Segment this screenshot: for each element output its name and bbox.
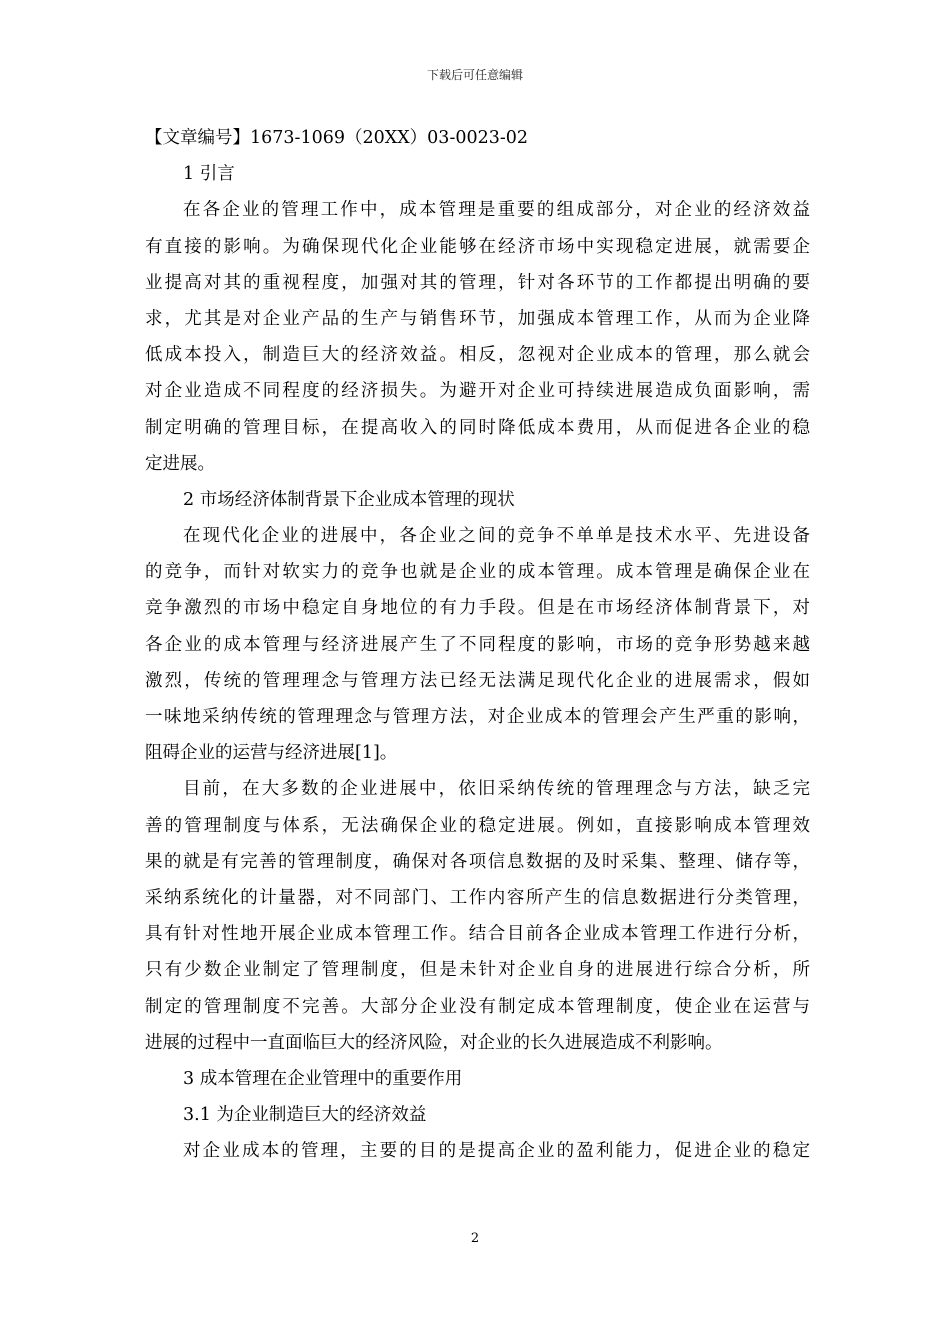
paragraph-line: 求，尤其是对企业产品的生产与销售环节，加强成本管理工作，从而为企业降 [145,308,810,329]
section-heading-3: 3 成本管理在企业管理中的重要作用 [183,1068,463,1089]
paragraph-line: 的竞争，而针对软实力的竞争也就是企业的成本管理。成本管理是确保企业在 [145,562,810,583]
paragraph-line: 有直接的影响。为确保现代化企业能够在经济市场中实现稳定进展，就需要企 [145,236,810,257]
paragraph-line: 一味地采纳传统的管理理念与管理方法，对企业成本的管理会产生严重的影响， [145,707,810,727]
section-heading-1: 1 引言 [183,164,235,185]
paragraph-line: 采纳系统化的计量器，对不同部门、工作内容所产生的信息数据进行分类管理， [145,887,810,908]
paragraph-line: 果的就是有完善的管理制度，确保对各项信息数据的及时采集、整理、储存等， [145,851,810,872]
paragraph-line: 在现代化企业的进展中，各企业之间的竞争不单单是技术水平、先进设备 [183,526,810,547]
paragraph-line: 低成本投入，制造巨大的经济效益。相反，忽视对企业成本的管理，那么就会 [145,345,810,366]
paragraph-line: 各企业的成本管理与经济进展产生了不同程度的影响，市场的竞争形势越来越 [145,634,810,655]
page-number: 2 [470,1231,480,1246]
paragraph-line: 在各企业的管理工作中，成本管理是重要的组成部分，对企业的经济效益 [183,200,810,221]
article-number-line: 【文章编号】1673-1069（20XX）03-0023-02 [145,128,529,148]
subsection-heading-3-1: 3.1 为企业制造巨大的经济效益 [183,1105,427,1126]
paragraph-line: 进展的过程中一直面临巨大的经济风险，对企业的长久进展造成不利影响。 [145,1032,723,1053]
paragraph-line: 对企业造成不同程度的经济损失。为避开对企业可持续进展造成负面影响，需 [145,381,810,402]
paragraph-line: 阻碍企业的运营与经济进展[1]。 [145,743,398,764]
section-heading-2: 2 市场经济体制背景下企业成本管理的现状 [183,489,515,510]
paragraph-line: 定进展。 [145,453,215,474]
page-header: 下载后可任意编辑 [426,68,523,82]
paragraph-line: 只有少数企业制定了管理制度，但是未针对企业自身的进展进行综合分析，所 [145,960,810,981]
paragraph-line: 对企业成本的管理，主要的目的是提高企业的盈利能力，促进企业的稳定 [183,1141,810,1162]
document-body [145,120,810,1169]
paragraph-line: 激烈，传统的管理理念与管理方法已经无法满足现代化企业的进展需求，假如 [145,670,810,691]
paragraph-line: 制定的管理制度不完善。大部分企业没有制定成本管理制度，使企业在运营与 [145,996,810,1017]
paragraph-line: 业提高对其的重视程度，加强对其的管理，针对各环节的工作都提出明确的要 [145,272,810,293]
paragraph-line: 竞争激烈的市场中稳定自身地位的有力手段。但是在市场经济体制背景下，对 [145,598,810,619]
paragraph-line: 具有针对性地开展企业成本管理工作。结合目前各企业成本管理工作进行分析， [145,924,810,945]
paragraph-line: 制定明确的管理目标，在提高收入的同时降低成本费用，从而促进各企业的稳 [145,417,810,438]
paragraph-line: 善的管理制度与体系，无法确保企业的稳定进展。例如，直接影响成本管理效 [145,815,810,836]
paragraph-line: 目前，在大多数的企业进展中，依旧采纳传统的管理理念与方法，缺乏完 [183,779,810,800]
